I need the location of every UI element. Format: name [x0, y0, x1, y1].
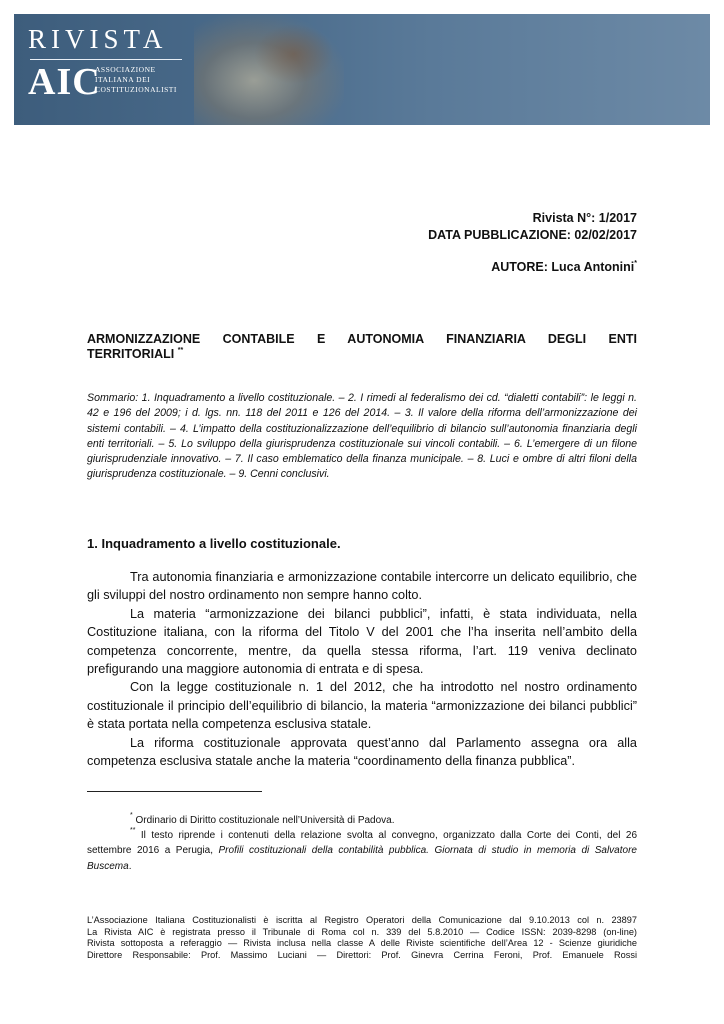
publication-date: DATA PUBBLICAZIONE: 02/02/2017 [428, 228, 637, 242]
page-footer [87, 915, 637, 961]
footnote-2: ** Il testo riprende i contenuti della relazione svolta al convegno, organizzato dalla Corte dei Conti, del 26 settembre 2016 a Perugia, Profili costituzionali della contabilità pubblica. Giornata di studio in memoria di Salvatore Buscema. [87, 827, 637, 872]
footnotes [87, 813, 637, 874]
paragraph: La riforma costituzionale approvata quest’anno dal Parlamento assegna ora alla competenza esclusiva statale anche la materia “coordinamento della finanza pubblica”. [87, 735, 637, 769]
footer-line: L’Associazione Italiana Costituzionalisti è iscritta al Registro Operatori della Comunicazione dal 9.10.2013 col n. 23897 [87, 915, 637, 925]
issue-number: Rivista N°: 1/2017 [532, 211, 637, 225]
footnote-1: * Ordinario di Diritto costituzionale nell’Università di Padova. [130, 812, 395, 826]
paragraph: La materia “armonizzazione dei bilanci pubblici”, infatti, è stata individuata, nella Costituzione italiana, con la riforma del Titolo V del 2001 che l’ha inserita nell’ambito della competenza concorrente, mentre, da quella stessa riforma, l’art. 119 veniva declinato prefigurando una maggiore autonomia di entrata e di spesa. [87, 606, 637, 677]
author-footnote-mark[interactable]: * [634, 260, 637, 267]
journal-logo-subtitle: ASSOCIAZIONE ITALIANA DEI COSTITUZIONALISTI [95, 65, 177, 94]
journal-banner [14, 14, 710, 125]
paragraph: Tra autonomia finanziaria e armonizzazione contabile intercorre un delicato equilibrio, che gli sviluppi del nostro ordinamento non sempre hanno colto. [87, 570, 637, 603]
journal-logo-acronym: AIC [28, 61, 101, 103]
article-title-line1: ARMONIZZAZIONE CONTABILE E AUTONOMIA FINANZIARIA DEGLI ENTI [87, 332, 637, 346]
author: AUTORE: Luca Antonini* [491, 260, 637, 274]
section-heading: 1. Inquadramento a livello costituzionale. [87, 536, 341, 551]
footer-line: Rivista sottoposta a referaggio — Rivista inclusa nella classe A delle Riviste scientifiche dell’Area 12 - Scienze giuridiche [87, 938, 637, 949]
footer-line: La Rivista AIC è registrata presso il Tribunale di Roma col n. 339 del 5.8.2010 — Codice ISSN: 2039-8298 (on-line) [87, 926, 637, 937]
article-body [87, 568, 637, 770]
title-footnote-mark[interactable]: ** [177, 347, 184, 354]
article-title-line2: TERRITORIALI ** [87, 347, 184, 361]
footer-line: Direttore Responsabile: Prof. Massimo Luciani — Direttori: Prof. Ginevra Cerrina Feroni, Prof. Emanuele Rossi [87, 949, 637, 960]
journal-logo-title: RIVISTA [28, 24, 168, 54]
article-summary: Sommario: 1. Inquadramento a livello costituzionale. – 2. I rimedi al federalismo dei cd. “dialetti contabili”: le leggi n. 42 e 196 del 2009; i d. lgs. nn. 118 del 2011 e 126 del 2014. – 3. Il valore della riforma dell’armonizzazione dei sistemi contabili. – 4. L’impatto della costituzionalizzazione dell’equilibrio di bilancio sull’autonomia finanziaria degli enti territoriali. – 5. Lo sviluppo della giurisprudenza costituzionale sui vincoli contabili. – 6. L’emergere di un filone giurisprudenziale innovativo. – 7. Il caso emblematico della finanza municipale. – 8. Luci e ombre di altri filoni della giurisprudenza costituzionale. – 9. Cenni conclusivi. [87, 392, 637, 481]
paragraph: Con la legge costituzionale n. 1 del 2012, che ha introdotto nel nostro ordinamento costituzionale il principio dell’equilibrio di bilancio, la materia “armonizzazione dei bilanci pubblici” è stata portata nella competenza esclusiva statale. [87, 680, 637, 732]
footnote-divider [87, 791, 262, 792]
